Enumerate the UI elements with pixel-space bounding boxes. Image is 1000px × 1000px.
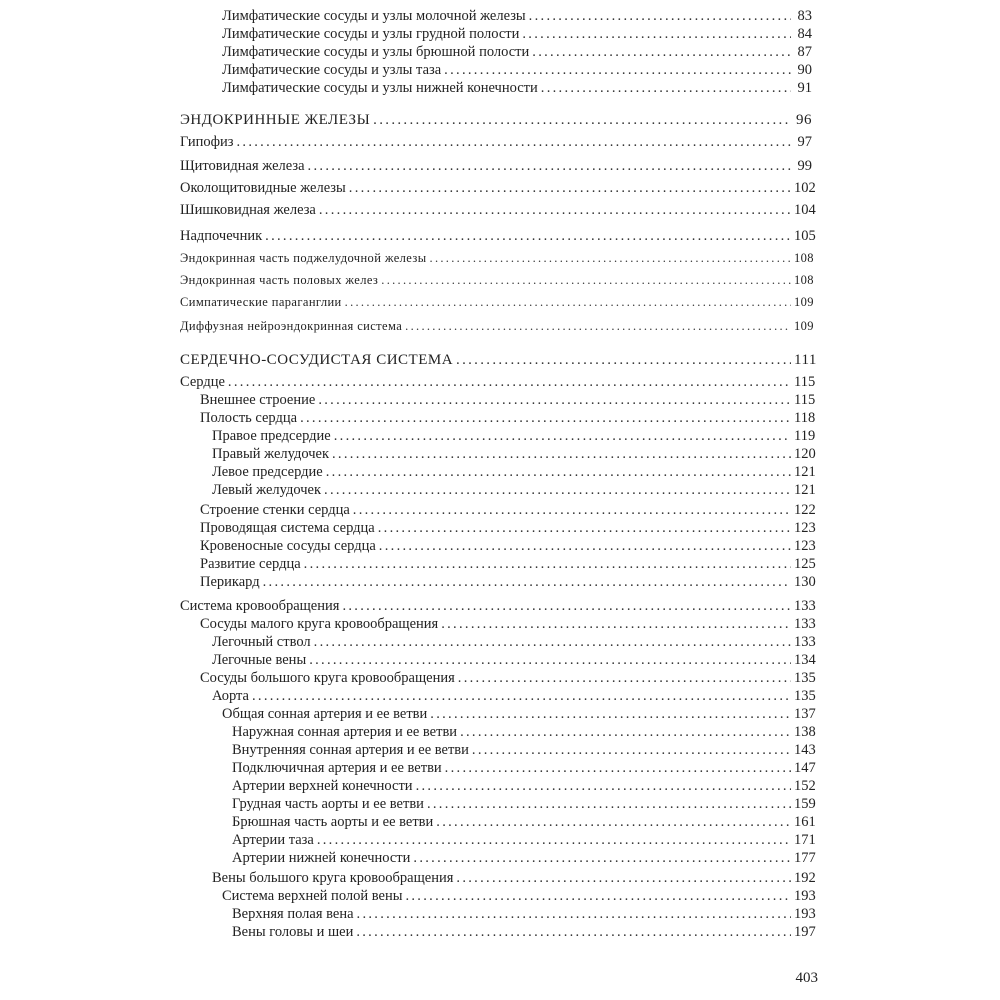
- toc-entry-page: 111: [794, 352, 817, 368]
- toc-entry: [0, 886, 1000, 906]
- dot-leader: [444, 60, 791, 80]
- toc-entry-title: Эндокринная часть поджелудочной железы: [180, 251, 427, 265]
- toc-entry: [0, 848, 1000, 868]
- toc-entry: [0, 632, 1000, 652]
- toc-entry-page: 133: [794, 616, 816, 632]
- toc-entry: [0, 372, 1000, 392]
- toc-entry-title: Эндокринная часть половых желез: [180, 273, 379, 287]
- toc-entry-page: 123: [794, 538, 816, 554]
- toc-entry-page: 102: [794, 180, 816, 196]
- toc-entry-title: Левый желудочек: [212, 482, 322, 498]
- toc-entry-title: Развитие сердца: [200, 556, 301, 572]
- toc-entry-page: 120: [794, 446, 816, 462]
- toc-entry-page: 143: [794, 742, 816, 758]
- dot-leader: [379, 536, 791, 556]
- toc-entry-page: 161: [794, 814, 816, 830]
- toc-entry: [0, 316, 1000, 336]
- toc-entry: [0, 776, 1000, 796]
- toc-entry-page: 135: [794, 670, 816, 686]
- toc-entry: [0, 270, 1000, 290]
- toc-entry-page: 135: [794, 688, 816, 704]
- dot-leader: [522, 24, 791, 44]
- toc-entry: [0, 42, 1000, 62]
- toc-entry-title: Полость сердца: [200, 410, 298, 426]
- toc-entry: [0, 740, 1000, 760]
- toc-entry-page: 87: [797, 44, 812, 60]
- toc-entry-title: Артерии верхней конечности: [232, 778, 413, 794]
- toc-entry-title: Строение стенки сердца: [200, 502, 350, 518]
- dot-leader: [427, 794, 791, 814]
- toc-entry: [0, 596, 1000, 616]
- toc-entry-title: Правый желудочек: [212, 446, 329, 462]
- toc-entry: [0, 668, 1000, 688]
- toc-entry-page: 99: [797, 158, 812, 174]
- dot-leader: [430, 704, 791, 724]
- toc-entry-title: Внутренняя сонная артерия и ее ветви: [232, 742, 469, 758]
- toc-entry: [0, 572, 1000, 592]
- toc-entry: [0, 350, 1000, 370]
- toc-entry: [0, 758, 1000, 778]
- toc-entry-title: Диффузная нейроэндокринная система: [180, 319, 403, 333]
- toc-entry-page: 125: [794, 556, 816, 572]
- toc-entry-title: Лимфатические сосуды и узлы нижней конечности: [222, 80, 538, 96]
- toc-entry-title: Правое предсердие: [212, 428, 331, 444]
- toc-entry-page: 133: [794, 634, 816, 650]
- dot-leader: [308, 156, 791, 176]
- dot-leader: [309, 650, 791, 670]
- dot-leader: [314, 632, 791, 652]
- toc-entry: [0, 480, 1000, 500]
- dot-leader: [356, 922, 791, 942]
- toc-entry-page: 137: [794, 706, 816, 722]
- dot-leader: [458, 668, 791, 688]
- toc-entry-page: 197: [794, 924, 816, 940]
- dot-leader: [373, 110, 791, 130]
- toc-entry-title: Брюшная часть аорты и ее ветви: [232, 814, 434, 830]
- dot-leader: [318, 390, 791, 410]
- toc-entry-page: 121: [794, 464, 816, 480]
- toc-entry-page: 123: [794, 520, 816, 536]
- dot-leader: [416, 776, 791, 796]
- dot-leader: [456, 868, 791, 888]
- toc-entry: [0, 686, 1000, 706]
- toc-entry: [0, 178, 1000, 198]
- toc-entry-page: 108: [794, 251, 814, 265]
- toc-entry-page: 193: [794, 906, 816, 922]
- toc-entry-title: Надпочечник: [180, 228, 263, 244]
- toc-entry-title: Артерии нижней конечности: [232, 850, 411, 866]
- dot-leader: [456, 350, 791, 370]
- toc-entry-title: Перикард: [200, 574, 260, 590]
- dot-leader: [445, 758, 791, 778]
- toc-entry-title: Гипофиз: [180, 134, 234, 150]
- toc-entry: [0, 536, 1000, 556]
- dot-leader: [228, 372, 791, 392]
- toc-entry-title: Сосуды малого круга кровообращения: [200, 616, 439, 632]
- toc-entry-page: 121: [794, 482, 816, 498]
- toc-entry-title: Вены головы и шеи: [232, 924, 354, 940]
- toc-entry-page: 122: [794, 502, 816, 518]
- toc-entry: [0, 390, 1000, 410]
- toc-entry-page: 147: [794, 760, 816, 776]
- toc-entry-title: Система кровообращения: [180, 598, 340, 614]
- toc-entry-title: Лимфатические сосуды и узлы молочной железы: [222, 8, 526, 24]
- toc-entry-page: 118: [794, 410, 816, 426]
- toc-entry: [0, 868, 1000, 888]
- dot-leader: [381, 270, 791, 290]
- toc-entry: [0, 500, 1000, 520]
- toc-entry-title: Верхняя полая вена: [232, 906, 354, 922]
- toc-entry-page: 104: [794, 202, 816, 218]
- toc-entry: [0, 248, 1000, 268]
- toc-entry: [0, 904, 1000, 924]
- toc-entry: [0, 444, 1000, 464]
- dot-leader: [334, 426, 791, 446]
- toc-entry: [0, 426, 1000, 446]
- dot-leader: [378, 518, 791, 538]
- toc-entry-title: Легочные вены: [212, 652, 307, 668]
- toc-entry-page: 133: [794, 598, 816, 614]
- toc-entry-title: Внешнее строение: [200, 392, 316, 408]
- toc-entry: [0, 292, 1000, 312]
- toc-entry: [0, 518, 1000, 538]
- toc-entry-page: 159: [794, 796, 816, 812]
- toc-entry-title: Сердце: [180, 374, 225, 390]
- toc-entry-title: Лимфатические сосуды и узлы таза: [222, 62, 442, 78]
- dot-leader: [265, 226, 791, 246]
- dot-leader: [529, 6, 791, 26]
- toc-entry-title: Легочный ствол: [212, 634, 311, 650]
- toc-entry: [0, 704, 1000, 724]
- toc-entry: [0, 78, 1000, 98]
- toc-entry-title: Шишковидная железа: [180, 202, 316, 218]
- dot-leader: [472, 740, 791, 760]
- toc-entry-page: 134: [794, 652, 816, 668]
- toc-entry: [0, 156, 1000, 176]
- toc-entry-page: 115: [794, 374, 816, 390]
- toc-entry: [0, 462, 1000, 482]
- toc-entry-title: Щитовидная железа: [180, 158, 305, 174]
- toc-entry: [0, 830, 1000, 850]
- toc-entry-title: Наружная сонная артерия и ее ветви: [232, 724, 458, 740]
- toc-entry: [0, 794, 1000, 814]
- toc-entry-page: 96: [796, 112, 812, 128]
- dot-leader: [357, 904, 791, 924]
- toc-entry-page: 90: [797, 62, 812, 78]
- toc-entry-page: 192: [794, 870, 816, 886]
- dot-leader: [349, 178, 791, 198]
- toc-entry-title: Сосуды большого круга кровообращения: [200, 670, 455, 686]
- toc-entry: [0, 554, 1000, 574]
- toc-entry: [0, 60, 1000, 80]
- toc-entry-title: Вены большого круга кровообращения: [212, 870, 454, 886]
- dot-leader: [236, 132, 791, 152]
- dot-leader: [300, 408, 791, 428]
- dot-leader: [441, 614, 791, 634]
- toc-entry: [0, 132, 1000, 152]
- dot-leader: [317, 830, 791, 850]
- toc-entry-page: 171: [794, 832, 816, 848]
- toc-entry-page: 138: [794, 724, 816, 740]
- toc-entry-title: Лимфатические сосуды и узлы брюшной полости: [222, 44, 530, 60]
- toc-entry: [0, 226, 1000, 246]
- dot-leader: [532, 42, 791, 62]
- dot-leader: [405, 886, 791, 906]
- toc-entry: [0, 200, 1000, 220]
- toc-entry-page: 105: [794, 228, 816, 244]
- toc-entry-title: СЕРДЕЧНО-СОСУДИСТАЯ СИСТЕМА: [180, 352, 454, 368]
- toc-entry-page: 108: [794, 273, 814, 287]
- toc-entry-page: 109: [794, 319, 814, 333]
- toc-entry: [0, 24, 1000, 44]
- toc-entry-title: ЭНДОКРИННЫЕ ЖЕЛЕЗЫ: [180, 112, 371, 128]
- toc-entry-page: 177: [794, 850, 816, 866]
- toc-entry-title: Грудная часть аорты и ее ветви: [232, 796, 424, 812]
- dot-leader: [263, 572, 791, 592]
- dot-leader: [413, 848, 791, 868]
- dot-leader: [342, 596, 791, 616]
- toc-entry-page: 115: [794, 392, 816, 408]
- dot-leader: [460, 722, 791, 742]
- toc-entry-title: Подключичная артерия и ее ветви: [232, 760, 442, 776]
- toc-entry: [0, 110, 1000, 130]
- dot-leader: [304, 554, 791, 574]
- dot-leader: [405, 316, 791, 336]
- toc-entry-page: 97: [797, 134, 812, 150]
- toc-entry-page: 83: [797, 8, 812, 24]
- toc-entry-title: Система верхней полой вены: [222, 888, 403, 904]
- toc-entry: [0, 812, 1000, 832]
- dot-leader: [326, 462, 791, 482]
- toc-entry-page: 119: [794, 428, 816, 444]
- toc-entry: [0, 614, 1000, 634]
- toc-entry: [0, 6, 1000, 26]
- dot-leader: [430, 248, 791, 268]
- toc-entry-title: Левое предсердие: [212, 464, 323, 480]
- toc-entry-page: 152: [794, 778, 816, 794]
- toc-entry-title: Проводящая система сердца: [200, 520, 375, 536]
- toc-entry-page: 91: [797, 80, 812, 96]
- toc-entry: [0, 408, 1000, 428]
- page-number: 403: [795, 970, 818, 986]
- toc-entry-page: 130: [794, 574, 816, 590]
- toc-entry-title: Артерии таза: [232, 832, 314, 848]
- dot-leader: [353, 500, 791, 520]
- dot-leader: [345, 292, 791, 312]
- toc-entry-page: 193: [794, 888, 816, 904]
- dot-leader: [252, 686, 791, 706]
- dot-leader: [541, 78, 791, 98]
- toc-entry: [0, 650, 1000, 670]
- toc-entry-title: Кровеносные сосуды сердца: [200, 538, 376, 554]
- toc-entry-page: 109: [794, 295, 814, 309]
- toc-entry-title: Симпатические параганглии: [180, 295, 342, 309]
- toc-entry-title: Лимфатические сосуды и узлы грудной полости: [222, 26, 520, 42]
- dot-leader: [324, 480, 791, 500]
- toc-entry-title: Общая сонная артерия и ее ветви: [222, 706, 428, 722]
- toc-entry: [0, 722, 1000, 742]
- toc-entry-page: 84: [797, 26, 812, 42]
- toc-entry-title: Околощитовидные железы: [180, 180, 346, 196]
- toc-entry-title: Аорта: [212, 688, 249, 704]
- dot-leader: [332, 444, 791, 464]
- toc-entry: [0, 922, 1000, 942]
- dot-leader: [319, 200, 791, 220]
- dot-leader: [436, 812, 791, 832]
